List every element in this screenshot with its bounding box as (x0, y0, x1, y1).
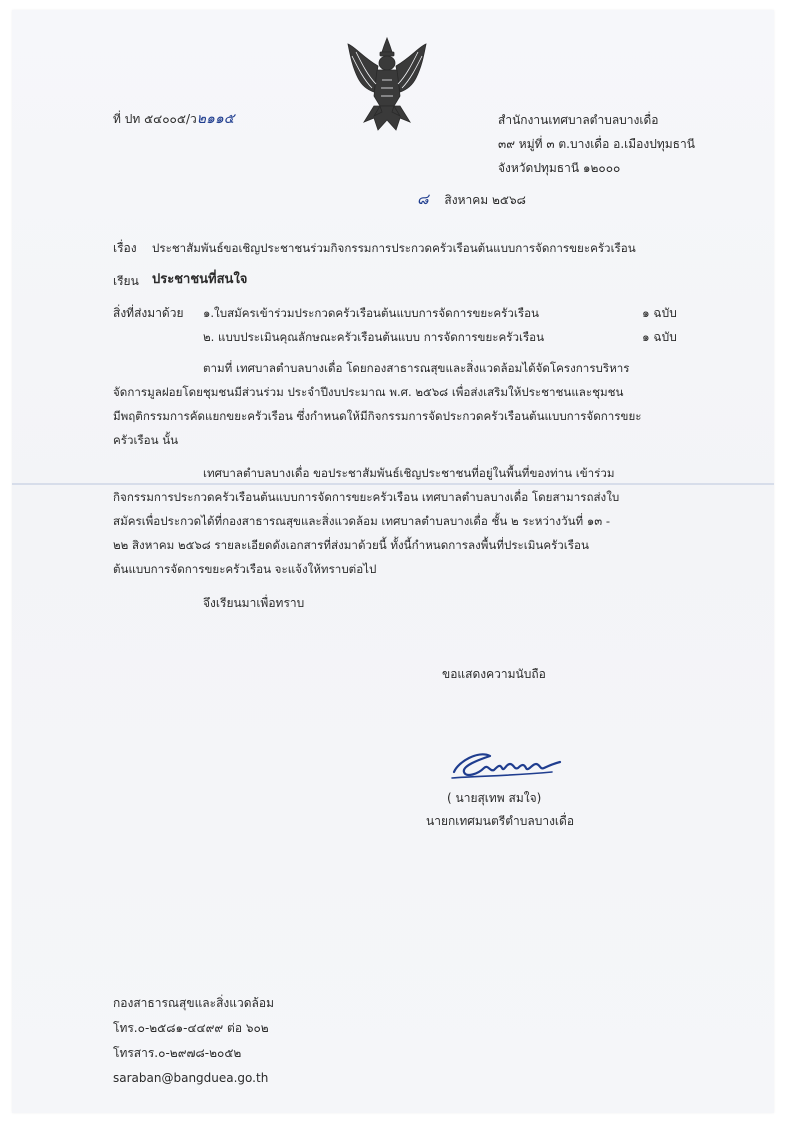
paragraph-1-line-2: จัดการมูลฝอยโดยชุมชนมีส่วนร่วม ประจำปีงบประมาณ พ.ศ. ๒๕๖๘ เพื่อส่งเสริมให้ประชาชนและชุมชน (113, 385, 624, 399)
closing-line: จึงเรียนมาเพื่อทราบ (203, 596, 305, 610)
letter-date (417, 191, 526, 208)
subject-label: เรื่อง (113, 241, 137, 255)
paragraph-2-line-4: ๒๒ สิงหาคม ๒๕๖๘ รายละเอียดดังเอกสารที่ส่งมาด้วยนี้ ทั้งนี้กำหนดการลงพื้นที่ประเมินครัวเรือน (113, 538, 589, 552)
scan-artifact-line (12, 483, 774, 485)
subject-text: ประชาสัมพันธ์ขอเชิญประชาชนร่วมกิจกรรมการประกวดครัวเรือนต้นแบบการจัดการขยะครัวเรือน (152, 241, 636, 255)
paragraph-2-line-1: เทศบาลตำบลบางเดื่อ ขอประชาสัมพันธ์เชิญประชาชนที่อยู่ในพื้นที่ของท่าน เข้าร่วม (203, 466, 615, 480)
date-month-year: สิงหาคม ๒๕๖๘ (444, 193, 526, 207)
document-number-prefix: ที่ ปท ๕๔๐๐๕/ว (113, 112, 197, 126)
signatory-name: ( นายสุเทพ สมใจ) (447, 791, 542, 805)
paragraph-2-line-3: สมัครเพื่อประกวดได้ที่กองสาธารณสุขและสิ่งแวดล้อม เทศบาลตำบลบางเดื่อ ชั้น ๒ ระหว่างวันที่ ๑๓ - (113, 514, 611, 528)
document-number (113, 111, 234, 127)
footer-email: saraban@bangduea.go.th (113, 1071, 269, 1085)
document-number-handwritten: ๒๑๑๕ (196, 111, 235, 127)
enclosure-item-2: ๒. แบบประเมินคุณลักษณะครัวเรือนต้นแบบ การจัดการขยะครัวเรือน (203, 330, 545, 344)
footer-department: กองสาธารณสุขและสิ่งแวดล้อม (113, 996, 275, 1010)
paragraph-1-line-3: มีพฤติกรรมการคัดแยกขยะครัวเรือน ซึ่งกำหนดให้มีกิจกรรมการจัดประกวดครัวเรือนต้นแบบการจัดการขยะ (113, 409, 642, 423)
salutation-recipient: ประชาชนที่สนใจ (152, 272, 248, 287)
garuda-emblem-icon (344, 36, 430, 134)
handwritten-signature-icon (448, 742, 568, 782)
sender-office: สำนักงานเทศบาลตำบลบางเดื่อ (498, 113, 659, 127)
enclosure-item-2-qty: ๑ ฉบับ (642, 330, 677, 344)
enclosure-item-1-qty: ๑ ฉบับ (642, 306, 677, 320)
sender-address: ๓๙ หมู่ที่ ๓ ต.บางเดื่อ อ.เมืองปทุมธานี (498, 137, 695, 151)
signatory-title: นายกเทศมนตรีตำบลบางเดื่อ (426, 814, 575, 828)
paragraph-2-line-5: ต้นแบบการจัดการขยะครัวเรือน จะแจ้งให้ทราบต่อไป (113, 562, 377, 576)
sender-province: จังหวัดปทุมธานี ๑๒๐๐๐ (498, 161, 621, 175)
regards-text: ขอแสดงความนับถือ (442, 667, 546, 681)
salutation-label: เรียน (113, 274, 139, 288)
date-day-handwritten: ๘ (417, 190, 429, 208)
paragraph-1-line-4: ครัวเรือน นั้น (113, 433, 179, 447)
enclosures-label: สิ่งที่ส่งมาด้วย (113, 306, 184, 320)
paragraph-2-line-2: กิจกรรมการประกวดครัวเรือนต้นแบบการจัดการขยะครัวเรือน เทศบาลตำบลบางเดื่อ โดยสามารถส่งใบ (113, 490, 620, 504)
footer-fax: โทรสาร.๐-๒๙๗๘-๒๐๕๒ (113, 1046, 242, 1060)
enclosure-item-1: ๑.ใบสมัครเข้าร่วมประกวดครัวเรือนต้นแบบการจัดการขยะครัวเรือน (203, 306, 539, 320)
footer-phone: โทร.๐-๒๕๘๑-๔๔๙๙ ต่อ ๖๐๒ (113, 1021, 269, 1035)
paragraph-1-line-1: ตามที่ เทศบาลตำบลบางเดื่อ โดยกองสาธารณสุขและสิ่งแวดล้อมได้จัดโครงการบริหาร (203, 361, 630, 375)
